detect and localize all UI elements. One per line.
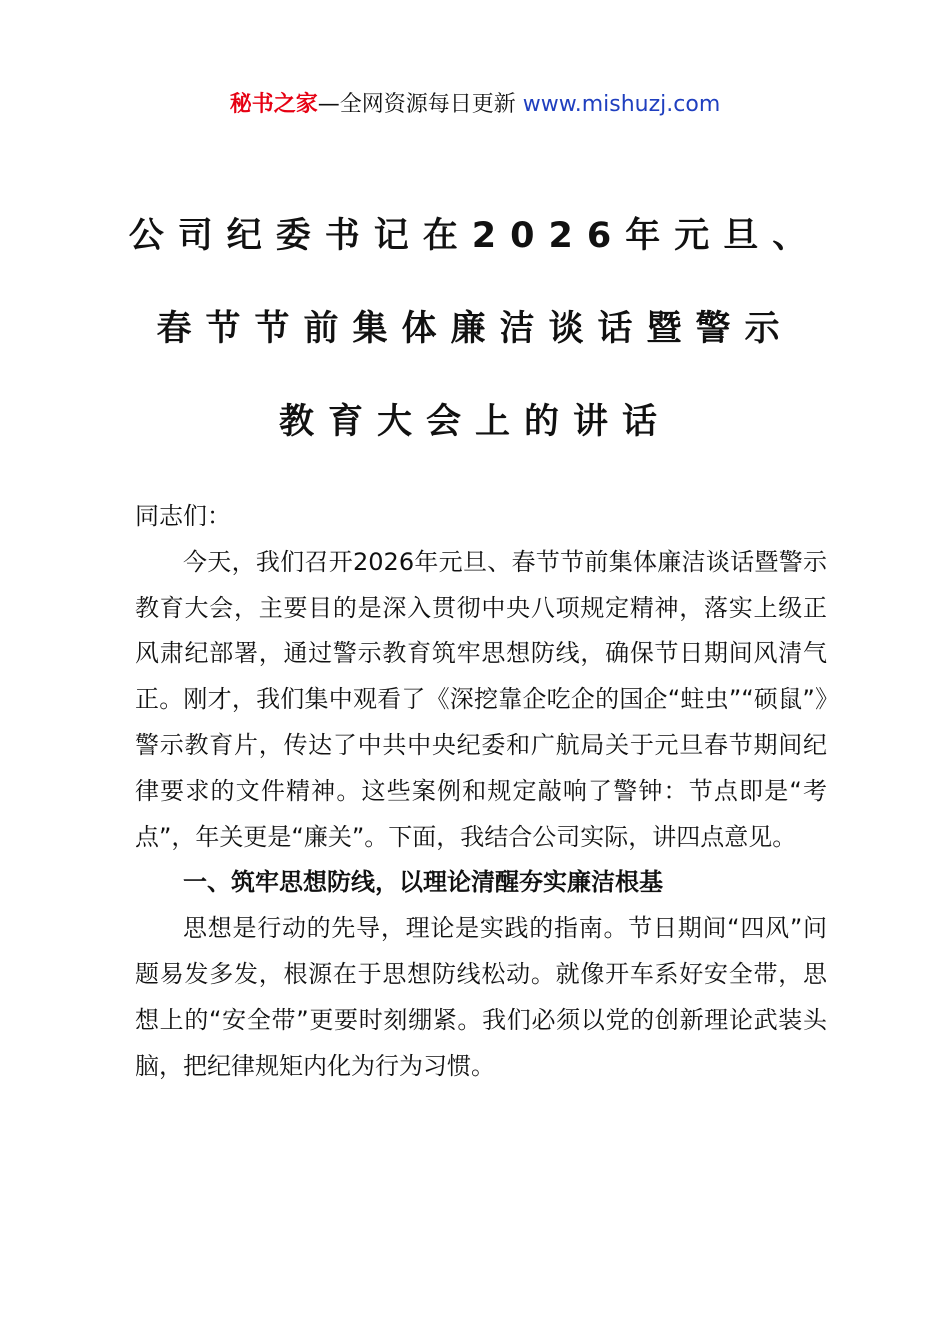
salutation: 同志们： (135, 502, 231, 530)
document-body (135, 494, 827, 1089)
intro-paragraph: 今天，我们召开2026年元旦、春节节前集体廉洁谈话暨警示教育大会，主要目的是深入贯彻中央八项规定精神，落实上级正风肃纪部署，通过警示教育筑牢思想防线，确保节日期间风清气正。刚才，我们集中观看了《深挖靠企吃企的国企“蛀虫”“硕鼠”》警示教育片，传达了中共中央纪委和广航局关于元旦春节期间纪律要求的文件精神。这些案例和规定敲响了警钟：节点即是“考点”，年关更是“廉关”。下面，我结合公司实际，讲四点意见。 (135, 547, 827, 851)
banner-tagline: —全网资源每日更新 (317, 92, 523, 117)
section-heading-1: 一、筑牢思想防线，以理论清醒夯实廉洁根基 (183, 868, 663, 897)
banner-brand: 秘书之家 (229, 92, 318, 117)
site-banner (0, 88, 950, 122)
document-title (0, 190, 950, 469)
section-1-paragraph: 思想是行动的先导，理论是实践的指南。节日期间“四风”问题易发多发，根源在于思想防线松动。就像开车系好安全带，思想上的“安全带”更要时刻绷紧。我们必须以党的创新理论武装头脑，把纪律规矩内化为行为习惯。 (135, 914, 827, 1080)
title-line-2: 春节节前集体廉洁谈话暨警示 (156, 309, 794, 349)
title-line-3: 教育大会上的讲话 (278, 402, 671, 442)
banner-url-link[interactable]: www.mishuzj.com (522, 92, 721, 117)
title-line-1: 公司纪委书记在2026年元旦、 (128, 216, 822, 256)
